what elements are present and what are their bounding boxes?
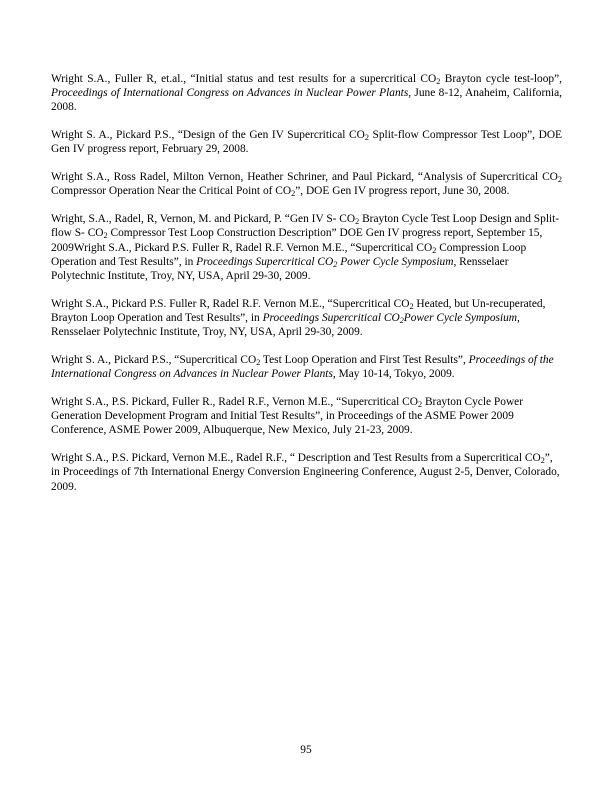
reference-entry (51, 395, 562, 438)
reference-text: Compression Loop Operation and Test Results”, in (51, 241, 527, 268)
reference-text: Compressor Operation Near the Critical Point of CO (51, 185, 292, 198)
reference-entry (51, 72, 562, 115)
reference-text: Compressor Test Loop Construction Description” DOE Gen IV progress report, September 15, 2009Wright S.A., Pickard P.S. Fuller R, Radel R.F. Vernon M.E., “Supercritical CO (51, 227, 543, 254)
reference-entry (51, 212, 562, 283)
reference-text: Wright S.A., Fuller R, et.al., “Initial status and test results for a supercritical CO (51, 73, 437, 85)
subscript: 2 (355, 217, 360, 227)
reference-text: Heated, but Un-recuperated, Brayton Loop Operation and Test Results”, in (51, 297, 546, 325)
reference-entry (51, 353, 562, 381)
reference-text: Brayton Cycle Power Generation Development Program and Initial Test Results”, in Proceedings of the ASME Power 2009 Conference, ASME Power 2009, Albuquerque, New Mexico, July 21-23, 2009. (51, 396, 524, 437)
subscript: 2 (557, 175, 562, 185)
italic-text: Proceedings of International Congress on Advances in Nuclear Power Plants (51, 87, 409, 100)
reference-text: Rensselaer Polytechnic Institute, Troy, NY, USA, April 29-30, 2009. (51, 326, 363, 339)
italic-text: Proceedings Supercritical CO (262, 312, 400, 325)
subscript: 2 (333, 259, 338, 269)
reference-text: Wright S. A., Pickard P.S., “Supercritical CO (51, 354, 257, 367)
reference-text: Wright S.A., P.S. Pickard, Vernon M.E., Radel R.F., “ Description and Test Results from a Supercritical CO (51, 452, 541, 465)
reference-text: Test Loop Operation and First Test Results”, (260, 354, 469, 367)
subscript: 2 (540, 456, 545, 466)
reference-entry (51, 451, 562, 494)
subscript: 2 (418, 400, 423, 410)
reference-text: Brayton Cycle Test Loop Design and Split-flow S- CO (51, 213, 560, 240)
reference-text: Wright S.A., Pickard P.S. Fuller R, Radel R.F. Vernon M.E., “Supercritical CO (51, 297, 410, 310)
reference-list (51, 72, 562, 507)
italic-text: Proceedings of the International Congress on Advances in Nuclear Power Plants (51, 354, 554, 381)
reference-text: Wright S.A., P.S. Pickard, Fuller R., Radel R.F., Vernon M.E., “Supercritical CO (51, 396, 419, 409)
subscript: 2 (409, 301, 414, 311)
italic-text: Power Cycle Symposium, (403, 312, 520, 325)
italic-text: Power Cycle Symposium, (337, 255, 457, 268)
subscript: 2 (256, 358, 261, 368)
reference-text: Wright, S.A., Radel, R, Vernon, M. and Pickard, P. “Gen IV S- CO (51, 213, 356, 226)
reference-text: Brayton cycle test-loop”, (440, 73, 562, 85)
reference-entry (51, 297, 562, 340)
page-number: 95 (300, 744, 312, 756)
reference-text: Wright S.A., Ross Radel, Milton Vernon, Heather Schriner, and Paul Pickard, “Analysis of Supercritical CO (51, 171, 558, 184)
reference-text: ”, in Proceedings of 7th International Energy Conversion Engineering Conference, August 2-5, Denver, Colorado, 2009. (51, 452, 560, 493)
subscript: 2 (399, 316, 404, 326)
reference-text: Rensselaer Polytechnic Institute, Troy, NY, USA, April 29-30, 2009. (51, 255, 509, 283)
subscript: 2 (432, 245, 437, 255)
reference-entry (51, 170, 562, 198)
reference-text: ”, DOE Gen IV progress report, June 30, 2008. (295, 185, 510, 198)
subscript: 2 (364, 133, 369, 143)
subscript: 2 (291, 189, 296, 199)
reference-text: Wright S. A., Pickard P.S., “Design of the Gen IV Supercritical CO (51, 129, 365, 142)
italic-text: Proceedings Supercritical CO (196, 255, 334, 268)
reference-entry (51, 128, 562, 156)
reference-text: , June 8-12, Anaheim, California, 2008. (51, 87, 562, 114)
reference-text: Split-flow Compressor Test Loop”, DOE Gen IV progress report, February 29, 2008. (51, 129, 563, 156)
reference-text: , May 10-14, Tokyo, 2009. (332, 368, 455, 381)
subscript: 2 (436, 77, 441, 87)
subscript: 2 (103, 231, 108, 241)
